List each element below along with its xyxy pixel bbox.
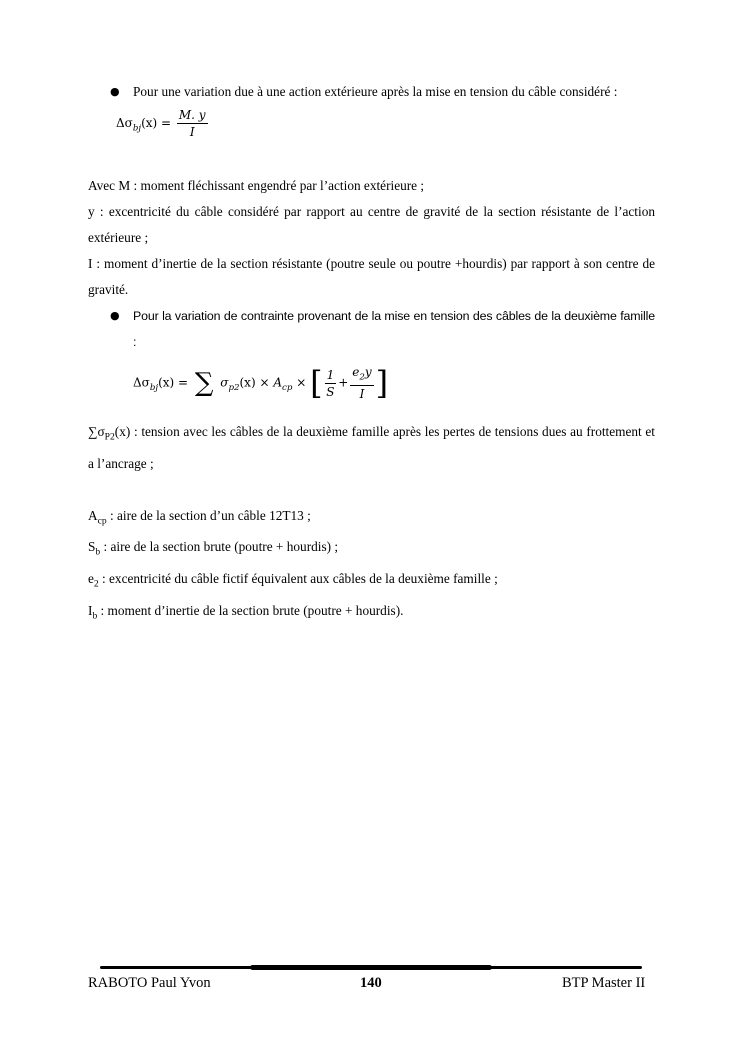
- summation-symbol: ∑: [194, 368, 214, 399]
- equation-delta-sigma-external: $\Delta\sigma_{bj}(x)$ = $\frac{M. y}{I}$: [116, 108, 206, 139]
- paragraph-eccentricity-definition: y : excentricité du câble considéré par rapport au centre de gravité de la section résistante de l’action extérieure ;: [88, 204, 655, 245]
- equation-block-2: [88, 355, 655, 419]
- fraction: $\frac{M. y}{I}$: [178, 108, 206, 139]
- bullet-text: Pour une variation due à une action extérieure après la mise en tension du câble considéré :: [133, 84, 618, 99]
- definition-ib: $I_b$ : moment d’inertie de la section brute (poutre + hourdis).: [88, 602, 404, 622]
- bullet-dot: ●: [110, 85, 120, 98]
- bullet-second-family: [88, 303, 655, 355]
- footer-program: BTP Master II: [562, 975, 646, 991]
- fraction-e2y-over-i: $\frac{e_2y}{I}$: [352, 365, 372, 402]
- spacer: [88, 477, 655, 503]
- bullet-external-action: [88, 79, 655, 105]
- left-bracket: [: [310, 364, 323, 403]
- paragraph-inertia-definition: I : moment d’inertie de la section résistante (poutre seule ou poutre +hourdis) par rapport à son centre de gravité.: [88, 256, 655, 297]
- equation-delta-sigma-second-family: $\Delta\sigma_{bj}(x)$ = ∑ $\sigma_{p2}(x) \times A_{cp}$ × [ $\frac{1}{S}$ + $\frac{e_2y}{I}$ ]: [133, 364, 389, 403]
- definition-sb: $S_b$ : aire de la section brute (poutre + hourdis) ;: [88, 539, 339, 558]
- definition-e2: $e_2$ : excentricité du câble fictif équivalent aux câbles de la deuxième famille ;: [88, 570, 498, 590]
- page-content: [88, 79, 655, 629]
- right-bracket: ]: [375, 364, 389, 403]
- definition-acp: $A_{cp}$ : aire de la section d’un câble 12T13 ;: [88, 507, 311, 527]
- fraction-one-over-s: $\frac{1}{S}$: [326, 367, 335, 399]
- footer-author: RABOTO Paul Yvon: [88, 975, 211, 991]
- page-number: 140: [360, 975, 382, 991]
- footer-divider: [100, 966, 642, 969]
- bullet-dot: ●: [110, 309, 120, 322]
- paragraph-tension-definition: $\sum\sigma_{P2}(x)$ : tension avec les câbles de la deuxième famille après les pertes de tensions dues au frottement et a l’ancrage ;: [88, 424, 655, 471]
- bullet-text: Pour la variation de contrainte provenant de la mise en tension des câbles de la deuxième famille :: [133, 309, 655, 349]
- paragraph-moment-definition: Avec M : moment fléchissant engendré par l’action extérieure ;: [88, 178, 425, 193]
- equation-block-1: [88, 105, 655, 173]
